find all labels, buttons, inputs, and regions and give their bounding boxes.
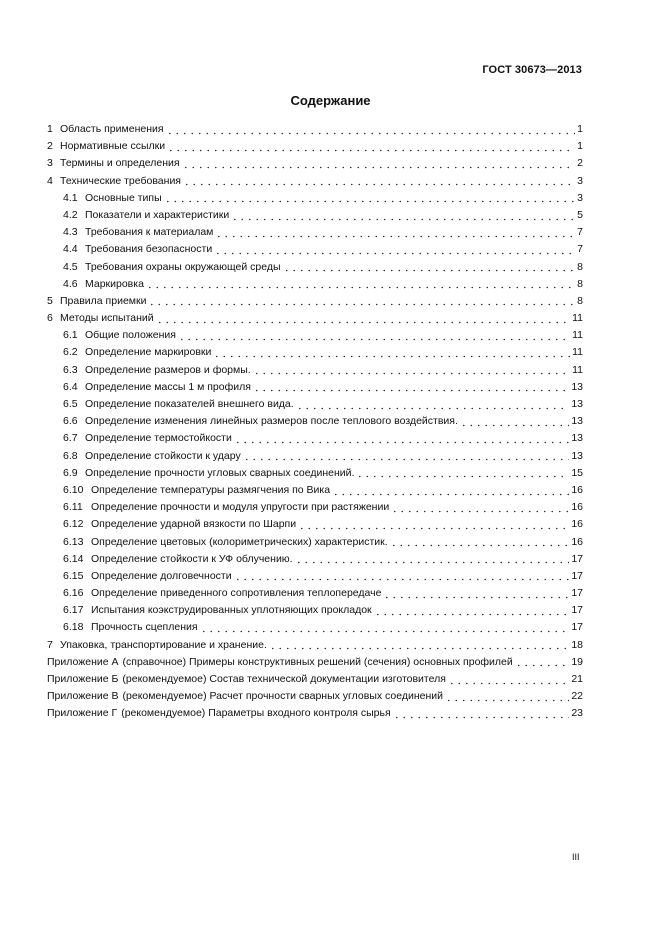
toc-entry-page: 7 bbox=[577, 243, 583, 256]
toc-entry-page: 2 bbox=[577, 157, 583, 170]
toc-entry[interactable] bbox=[47, 671, 583, 688]
toc-entry-number: Приложение Б bbox=[47, 673, 119, 685]
toc-entry-title: Определение массы 1 м профиля bbox=[85, 380, 251, 393]
toc-leader-dots bbox=[214, 245, 575, 255]
toc-entry-number: 6.13 bbox=[63, 535, 84, 548]
toc-entry[interactable] bbox=[47, 705, 583, 722]
toc-entry-title: Определение приведенного сопротивления теплопередаче bbox=[91, 587, 382, 600]
toc-leader-dots bbox=[234, 434, 569, 444]
toc-entry-number: 6.17 bbox=[63, 604, 84, 617]
page-title: Содержание bbox=[290, 93, 371, 108]
toc-entry-number: 4.6 bbox=[63, 277, 78, 290]
toc-entry-page: 13 bbox=[571, 432, 583, 445]
toc-entry[interactable] bbox=[47, 344, 583, 361]
toc-entry[interactable] bbox=[47, 448, 583, 465]
toc-entry-number: 6.16 bbox=[63, 587, 84, 600]
toc-entry-number: 3 bbox=[47, 157, 53, 170]
toc-entry[interactable] bbox=[47, 138, 583, 155]
toc-entry-title: (рекомендуемое) Параметры входного контроля сырья bbox=[121, 707, 391, 720]
toc-entry-title: Основные типы bbox=[85, 191, 162, 204]
toc-leader-dots bbox=[283, 262, 576, 272]
toc-leader-dots bbox=[391, 503, 569, 513]
toc-entry[interactable] bbox=[47, 602, 583, 619]
document-header: ГОСТ 30673—2013 bbox=[482, 64, 582, 76]
toc-entry-page: 8 bbox=[577, 294, 583, 307]
toc-entry-page: 8 bbox=[577, 260, 583, 273]
toc-entry-title: Определение стойкости к УФ облучению. bbox=[91, 552, 293, 565]
toc-entry-title: Область применения bbox=[60, 123, 164, 135]
toc-entry-title: Прочность сцепления bbox=[91, 621, 198, 634]
toc-leader-dots bbox=[164, 193, 575, 203]
toc-leader-dots bbox=[298, 520, 569, 530]
toc-entry[interactable] bbox=[47, 585, 583, 602]
toc-entry-number: 6.12 bbox=[63, 518, 84, 531]
toc-entry-number: 4.4 bbox=[63, 243, 78, 256]
toc-entry-title: Определение стойкости к удару bbox=[85, 449, 241, 462]
toc-entry[interactable] bbox=[47, 379, 583, 396]
toc-entry-page: 1 bbox=[577, 123, 583, 135]
toc-entry-title: Упаковка, транспортирование и хранение. bbox=[60, 638, 267, 651]
toc-entry-title: Правила приемки bbox=[60, 294, 147, 307]
toc-entry-title: (справочное) Примеры конструктивных решений (сечения) основных профилей bbox=[122, 655, 513, 668]
toc-entry-page: 3 bbox=[577, 191, 583, 204]
toc-entry-number: 2 bbox=[47, 140, 53, 153]
toc-leader-dots bbox=[383, 589, 569, 599]
toc-entry[interactable] bbox=[47, 654, 583, 671]
toc-entry-page: 1 bbox=[577, 140, 583, 153]
toc-entry-number: 6.11 bbox=[63, 501, 83, 514]
toc-entry[interactable] bbox=[47, 362, 583, 379]
toc-entry[interactable] bbox=[47, 173, 583, 190]
toc-leader-dots bbox=[243, 451, 570, 461]
toc-entry[interactable] bbox=[47, 568, 583, 585]
toc-entry-page: 11 bbox=[572, 363, 583, 376]
toc-entry-title: (рекомендуемое) Расчет прочности сварных угловых соединений bbox=[122, 690, 444, 703]
toc-entry[interactable] bbox=[47, 327, 583, 344]
toc-entry-page: 23 bbox=[571, 707, 583, 720]
toc-entry[interactable] bbox=[47, 619, 583, 636]
toc-entry-number: 6.4 bbox=[63, 380, 78, 393]
toc-leader-dots bbox=[231, 211, 575, 221]
toc-entry-page: 17 bbox=[571, 621, 583, 634]
toc-entry[interactable] bbox=[47, 207, 583, 224]
toc-entry-page: 17 bbox=[571, 587, 583, 600]
toc-entry-title: Определение долговечности bbox=[91, 569, 232, 582]
toc-entry[interactable] bbox=[47, 516, 583, 533]
toc-entry-page: 16 bbox=[571, 518, 583, 531]
page-number: III bbox=[572, 852, 580, 862]
toc-entry-number: 6.3 bbox=[63, 363, 78, 376]
toc-entry-title: Определение прочности и модуля упругости при растяжении bbox=[91, 501, 390, 514]
toc-entry-title: Определение показателей внешнего вида. bbox=[85, 398, 294, 410]
toc-entry-page: 13 bbox=[571, 449, 583, 462]
toc-entry-number: 6.15 bbox=[63, 569, 84, 582]
toc-entry[interactable] bbox=[47, 413, 583, 430]
toc-entry-page: 17 bbox=[571, 604, 583, 617]
toc-entry-page: 19 bbox=[571, 655, 583, 668]
toc-entry-number: 6.2 bbox=[63, 346, 78, 359]
toc-entry[interactable] bbox=[47, 465, 583, 482]
toc-entry-page: 15 bbox=[571, 466, 583, 479]
toc-leader-dots bbox=[156, 314, 570, 324]
toc-leader-dots bbox=[296, 400, 570, 410]
toc-entry-number: 4.5 bbox=[63, 260, 78, 273]
toc-leader-dots bbox=[166, 125, 575, 135]
toc-entry-number: 6.18 bbox=[63, 621, 84, 634]
toc-entry-page: 13 bbox=[571, 415, 583, 428]
toc-entry[interactable] bbox=[47, 688, 583, 705]
toc-leader-dots bbox=[445, 692, 569, 702]
toc-entry-number: 6.7 bbox=[63, 432, 78, 445]
toc-entry-number: 6.1 bbox=[63, 329, 78, 342]
toc-leader-dots bbox=[182, 159, 575, 169]
toc-leader-dots bbox=[356, 468, 569, 478]
toc-entry-title: Испытания коэкструдированных уплотняющих прокладок bbox=[91, 604, 372, 617]
toc-entry[interactable] bbox=[47, 534, 583, 551]
toc-leader-dots bbox=[167, 142, 575, 152]
toc-entry-page: 17 bbox=[571, 569, 583, 582]
toc-entry[interactable] bbox=[47, 259, 583, 276]
toc-leader-dots bbox=[183, 176, 575, 186]
toc-entry-number: 6.14 bbox=[63, 552, 84, 565]
toc-entry-page: 22 bbox=[571, 690, 583, 703]
toc-leader-dots bbox=[234, 571, 570, 581]
toc-entry-page: 7 bbox=[577, 226, 583, 239]
toc-entry-number: 6.6 bbox=[63, 415, 78, 428]
toc-leader-dots bbox=[515, 657, 570, 667]
toc-entry-page: 11 bbox=[572, 312, 583, 325]
toc-entry-title: Определение температуры размягчения по Вика bbox=[91, 483, 331, 496]
toc-entry-number: Приложение В bbox=[47, 690, 119, 703]
toc-leader-dots bbox=[213, 348, 570, 358]
toc-entry-page: 11 bbox=[572, 329, 583, 342]
toc-entry-page: 16 bbox=[571, 535, 583, 548]
toc-entry-number: 6.8 bbox=[63, 449, 78, 462]
toc-entry-number: Приложение А bbox=[47, 655, 119, 668]
toc-entry-number: 6.5 bbox=[63, 398, 78, 410]
toc-leader-dots bbox=[460, 417, 569, 427]
toc-leader-dots bbox=[269, 640, 569, 650]
toc-leader-dots bbox=[374, 606, 570, 616]
toc-entry-page: 17 bbox=[571, 552, 583, 565]
toc-entry-number: 6 bbox=[47, 312, 53, 325]
toc-entry-title: Определение термостойкости bbox=[85, 432, 232, 445]
toc-entry[interactable] bbox=[47, 430, 583, 447]
toc-entry-title: Термины и определения bbox=[60, 157, 180, 170]
toc-entry-title: Требования охраны окружающей среды bbox=[85, 260, 281, 273]
toc-entry[interactable] bbox=[47, 310, 583, 327]
toc-entry[interactable] bbox=[47, 499, 583, 516]
toc-entry-page: 16 bbox=[571, 483, 583, 496]
toc-leader-dots bbox=[146, 279, 575, 289]
toc-entry[interactable] bbox=[47, 482, 583, 499]
toc-entry-number: 4.1 bbox=[63, 191, 78, 204]
toc-entry-title: (рекомендуемое) Состав технической документации изготовителя bbox=[122, 673, 446, 685]
toc-entry-page: 18 bbox=[571, 638, 583, 651]
toc-entry-title: Определение размеров и формы. bbox=[85, 363, 251, 376]
toc-entry-title: Общие положения bbox=[85, 329, 176, 342]
toc-entry-title: Маркировка bbox=[85, 277, 144, 290]
toc-leader-dots bbox=[148, 296, 575, 306]
toc-entry-page: 3 bbox=[577, 174, 583, 187]
toc-leader-dots bbox=[390, 537, 570, 547]
toc-entry-number: 6.10 bbox=[63, 483, 84, 496]
toc-entry-title: Определение изменения линейных размеров после теплового воздействия. bbox=[85, 415, 458, 428]
toc-entry-title: Определение маркировки bbox=[85, 346, 212, 359]
toc-entry-number: 7 bbox=[47, 638, 53, 651]
toc-leader-dots bbox=[215, 228, 575, 238]
toc-entry[interactable] bbox=[47, 241, 583, 258]
toc-entry-title: Требования безопасности bbox=[85, 243, 213, 256]
toc-entry-page: 21 bbox=[571, 673, 583, 685]
toc-entry[interactable] bbox=[47, 190, 583, 207]
toc-entry-title: Требования к материалам bbox=[85, 226, 214, 239]
toc-leader-dots bbox=[200, 623, 570, 633]
toc-entry-number: 4 bbox=[47, 174, 53, 187]
toc-entry[interactable] bbox=[47, 224, 583, 241]
toc-entry-title: Методы испытаний bbox=[60, 312, 154, 325]
toc-entry-title: Показатели и характеристики bbox=[85, 208, 230, 221]
toc-entry[interactable] bbox=[47, 551, 583, 568]
toc-leader-dots bbox=[295, 554, 570, 564]
table-of-contents bbox=[47, 121, 583, 723]
toc-entry[interactable] bbox=[47, 637, 583, 654]
toc-entry-title: Определение прочности угловых сварных соединений. bbox=[85, 466, 355, 479]
toc-entry[interactable] bbox=[47, 121, 583, 138]
toc-entry-number: 5 bbox=[47, 294, 53, 307]
toc-entry-title: Технические требования bbox=[60, 174, 181, 187]
toc-entry-page: 13 bbox=[571, 398, 583, 410]
toc-leader-dots bbox=[253, 365, 570, 375]
toc-entry-title: Нормативные ссылки bbox=[60, 140, 166, 153]
toc-entry-number: 4.2 bbox=[63, 208, 78, 221]
toc-entry-number: 6.9 bbox=[63, 466, 78, 479]
toc-entry-number: 4.3 bbox=[63, 226, 78, 239]
toc-leader-dots bbox=[253, 382, 569, 392]
toc-leader-dots bbox=[448, 675, 569, 685]
toc-entry-page: 11 bbox=[572, 346, 583, 359]
toc-entry-page: 8 bbox=[577, 277, 583, 290]
toc-entry-number: Приложение Г bbox=[47, 707, 118, 720]
toc-entry[interactable] bbox=[47, 276, 583, 293]
toc-entry-page: 13 bbox=[571, 380, 583, 393]
toc-entry[interactable] bbox=[47, 396, 583, 413]
toc-entry[interactable] bbox=[47, 293, 583, 310]
toc-entry-title: Определение цветовых (колориметрических) характеристик. bbox=[91, 535, 388, 548]
toc-entry-page: 5 bbox=[577, 208, 583, 221]
toc-leader-dots bbox=[393, 709, 570, 719]
toc-entry-title: Определение ударной вязкости по Шарпи bbox=[91, 518, 297, 531]
toc-entry-page: 16 bbox=[571, 501, 583, 514]
toc-entry[interactable] bbox=[47, 155, 583, 172]
toc-leader-dots bbox=[178, 331, 570, 341]
toc-entry-number: 1 bbox=[47, 123, 53, 135]
toc-leader-dots bbox=[332, 486, 569, 496]
